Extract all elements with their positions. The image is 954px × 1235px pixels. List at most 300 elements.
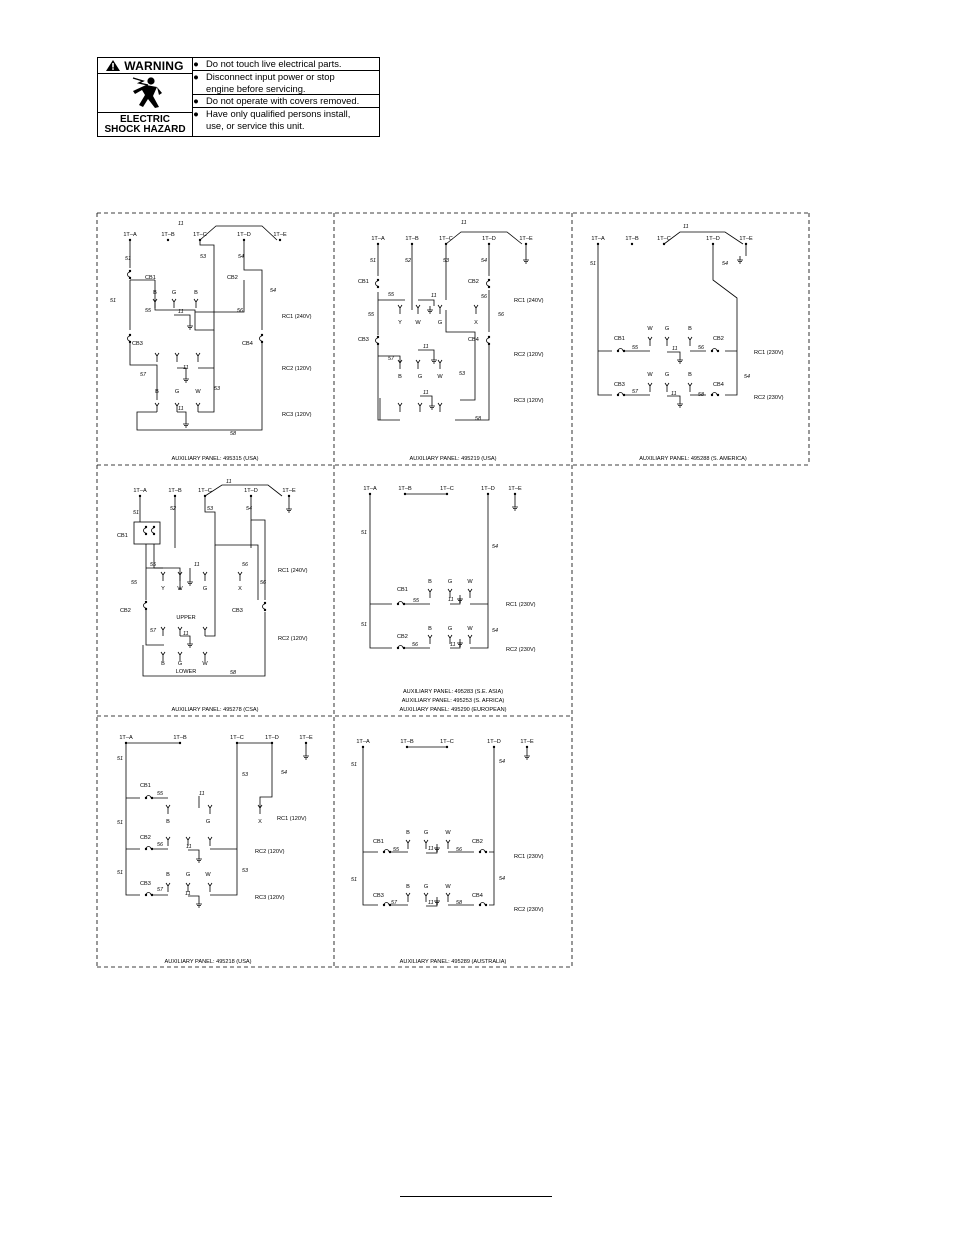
pin-label: W xyxy=(205,872,211,878)
receptacle-pin xyxy=(155,353,159,362)
wire xyxy=(126,743,306,752)
wire-number: 54 xyxy=(238,254,244,260)
wire-number: 51 xyxy=(125,256,131,262)
pin-label: G xyxy=(202,586,208,592)
wire-number: 58 xyxy=(698,392,704,398)
wire xyxy=(175,520,251,548)
wire-number: 54 xyxy=(499,876,505,882)
wire-number: 54 xyxy=(744,374,750,380)
breaker-label: CB1 xyxy=(358,279,369,285)
panel-495278 xyxy=(117,479,308,713)
terminal-label: 1T–D xyxy=(237,232,251,238)
panel-caption: AUXILIARY PANEL: 495289 (AUSTRALIA) xyxy=(399,959,507,965)
receptacle-pin xyxy=(688,383,692,392)
terminal-label: 1T–E xyxy=(273,232,287,238)
receptacle-pin xyxy=(406,840,410,849)
receptacle-pin xyxy=(416,305,420,314)
wire-number: 51 xyxy=(361,622,367,628)
wire-number: 55 xyxy=(388,292,394,298)
terminal-label: 1T–A xyxy=(591,236,605,242)
receptacle-label: RC2 (120V) xyxy=(514,352,544,358)
terminal-label: 1T–C xyxy=(440,739,454,745)
breaker-symbol xyxy=(128,336,131,341)
wire-number: 53 xyxy=(443,258,449,264)
receptacle-pin xyxy=(178,627,182,636)
terminal-label: 1T–B xyxy=(168,488,182,494)
panel-495219 xyxy=(358,220,544,462)
terminal-label: 1T–D xyxy=(706,236,720,242)
receptacle-pin xyxy=(172,299,176,308)
junction-dot xyxy=(377,343,379,345)
terminal-label: 1T–A xyxy=(356,739,370,745)
wire-number: 51 xyxy=(590,261,596,267)
panel-495283 xyxy=(361,486,536,713)
pin-label: B xyxy=(166,872,170,878)
ground-icon xyxy=(286,505,292,512)
breaker-label: CB4 xyxy=(472,893,483,899)
warning-item: ● Have only qualified persons install, use, or service this unit. xyxy=(193,108,379,132)
pin-label: W xyxy=(445,884,451,890)
ground-icon xyxy=(183,375,189,382)
pin-label: G xyxy=(664,326,670,332)
wire xyxy=(198,330,214,412)
receptacle-pin xyxy=(203,627,207,636)
warning-item-text: Have only qualified persons install, xyxy=(206,108,351,120)
wire xyxy=(667,352,680,356)
junction-dot xyxy=(145,797,147,799)
wire-number: 54 xyxy=(270,288,276,294)
receptacle-label: RC1 (230V) xyxy=(754,350,784,356)
wire xyxy=(378,244,400,420)
junction-dot xyxy=(383,904,385,906)
ground-icon xyxy=(431,356,437,363)
terminal-label: 1T–B xyxy=(625,236,639,242)
receptacle-pin xyxy=(438,305,442,314)
junction-dot xyxy=(377,286,379,288)
terminal-label: 1T–A xyxy=(133,488,147,494)
terminal-label: 1T–E xyxy=(519,236,533,242)
pin-label: G xyxy=(423,884,429,890)
breaker-label: CB3 xyxy=(373,893,384,899)
receptacle-label: RC2 (230V) xyxy=(754,395,784,401)
pin-label: G xyxy=(174,389,180,395)
breaker-label: CB2 xyxy=(713,336,724,342)
junction-dot xyxy=(145,533,147,535)
pin-label: B xyxy=(398,374,402,380)
wire-number: 11 xyxy=(199,791,205,797)
receptacle-pin xyxy=(196,403,200,412)
junction-dot xyxy=(485,851,487,853)
junction-dot xyxy=(264,609,266,611)
wire xyxy=(260,743,272,808)
ground-icon xyxy=(187,322,193,329)
hazard-line2: SHOCK HAZARD xyxy=(104,123,186,135)
pin-label: G xyxy=(664,372,670,378)
pin-label: W xyxy=(195,389,201,395)
wire xyxy=(448,852,474,905)
breaker-label: CB2 xyxy=(468,279,479,285)
receptacle-pin xyxy=(468,589,472,598)
pin-label: B xyxy=(406,830,410,836)
wire-number: 51 xyxy=(117,820,123,826)
receptacle-pin xyxy=(648,383,652,392)
panel-caption: AUXILIARY PANEL: 495315 (USA) xyxy=(171,456,259,462)
wire-number: 57 xyxy=(140,372,146,378)
wire xyxy=(418,350,434,356)
receptacle-label: RC2 (230V) xyxy=(514,907,544,913)
wire xyxy=(418,300,434,306)
junction-dot xyxy=(479,851,481,853)
wire-number: 55 xyxy=(150,562,156,568)
wire xyxy=(177,412,186,420)
breaker-symbol xyxy=(263,604,266,609)
breaker-label: CB2 xyxy=(472,839,483,845)
wire-number: 57 xyxy=(632,389,638,395)
wire-number: 55 xyxy=(131,580,137,586)
wire-number: 53 xyxy=(242,868,248,874)
panel-495218 xyxy=(117,735,313,965)
wire-number: 54 xyxy=(492,544,498,550)
junction-dot xyxy=(717,394,719,396)
wire-number: 11 xyxy=(183,365,189,371)
breaker-label: CB1 xyxy=(373,839,384,845)
pin-label: G xyxy=(437,320,443,326)
pin-label: G xyxy=(185,872,191,878)
junction-dot xyxy=(145,526,147,528)
junction-dot xyxy=(617,394,619,396)
wire-number: 11 xyxy=(428,900,434,906)
wire-number: 52 xyxy=(170,506,176,512)
pin-label: G xyxy=(205,819,211,825)
wire-number: 11 xyxy=(178,309,184,315)
receptacle-label: RC3 (120V) xyxy=(282,412,312,418)
receptacle-section-label: LOWER xyxy=(175,669,197,675)
receptacle-pin xyxy=(474,305,478,314)
ground-icon xyxy=(196,900,202,907)
terminal-label: 1T–C xyxy=(440,486,454,492)
wire-number: 11 xyxy=(431,293,437,299)
wire-number: 11 xyxy=(448,597,454,603)
breaker-label: CB4 xyxy=(713,382,724,388)
terminal-label: 1T–A xyxy=(123,232,137,238)
breaker-symbol xyxy=(144,603,147,608)
breaker-symbol xyxy=(128,272,131,277)
breaker-label: CB1 xyxy=(397,587,408,593)
ground-icon xyxy=(427,306,433,313)
wire-number: 56 xyxy=(456,847,462,853)
panel-caption: AUXILIARY PANEL: 495218 (USA) xyxy=(164,959,252,965)
receptacle-pin xyxy=(166,883,170,892)
junction-dot xyxy=(145,601,147,603)
warning-item-text: engine before servicing. xyxy=(206,82,306,94)
receptacle-pin xyxy=(446,893,450,902)
wire-number: 55 xyxy=(393,847,399,853)
junction-dot xyxy=(397,647,399,649)
ground-icon xyxy=(187,578,193,585)
junction-dot xyxy=(479,904,481,906)
junction-dot xyxy=(717,350,719,352)
wire-number: 11 xyxy=(428,846,434,852)
warning-item: ● Do not operate with covers removed. xyxy=(193,95,379,108)
wire-number: 53 xyxy=(459,371,465,377)
terminal-label: 1T–A xyxy=(119,735,133,741)
pin-label: W xyxy=(467,626,473,632)
receptacle-pin xyxy=(428,635,432,644)
junction-dot xyxy=(279,239,281,241)
panel-495288 xyxy=(590,224,784,462)
wire-number: 56 xyxy=(157,842,163,848)
panel-caption: AUXILIARY PANEL: 495288 (S. AMERICA) xyxy=(639,456,747,462)
junction-dot xyxy=(377,336,379,338)
pin-label: G xyxy=(417,374,423,380)
wire xyxy=(363,747,378,905)
ground-icon xyxy=(512,503,518,510)
ground-icon xyxy=(183,420,189,427)
junction-dot xyxy=(488,336,490,338)
junction-dot xyxy=(383,851,385,853)
receptacle-label: RC2 (120V) xyxy=(282,366,312,372)
breaker-symbol xyxy=(376,281,379,286)
terminal-label: 1T–E xyxy=(520,739,534,745)
receptacle-pin xyxy=(406,893,410,902)
receptacle-pin xyxy=(398,403,402,412)
terminal-label: 1T–B xyxy=(398,486,412,492)
breaker-label: CB1 xyxy=(117,533,128,539)
wire xyxy=(378,300,405,362)
wire-number: 57 xyxy=(391,900,397,906)
terminal-label: 1T–B xyxy=(400,739,414,745)
receptacle-label: RC3 (120V) xyxy=(514,398,544,404)
wire xyxy=(598,244,612,395)
junction-dot xyxy=(261,341,263,343)
wire-number: 53 xyxy=(242,772,248,778)
junction-dot xyxy=(377,279,379,281)
breaker-cb1-box xyxy=(134,522,160,544)
junction-dot xyxy=(261,334,263,336)
wire-number: 54 xyxy=(246,506,252,512)
terminal-label: 1T–E xyxy=(299,735,313,741)
receptacle-pin xyxy=(178,652,182,661)
footer-rule xyxy=(400,1196,552,1197)
wire-number: 56 xyxy=(237,308,243,314)
wire xyxy=(137,240,262,430)
receptacle-pin xyxy=(196,353,200,362)
wire-number: 51 xyxy=(351,877,357,883)
breaker-label: CB3 xyxy=(358,337,369,343)
wire-number: 56 xyxy=(498,312,504,318)
terminal-label: 1T–C xyxy=(439,236,453,242)
wire-number: 11 xyxy=(672,346,678,352)
receptacle-pin xyxy=(665,337,669,346)
breaker-symbol xyxy=(487,338,490,343)
breaker-label: CB2 xyxy=(227,275,238,281)
wire-number: 11 xyxy=(178,406,184,412)
receptacle-label: RC1 (240V) xyxy=(278,568,308,574)
terminal-label: 1T–C xyxy=(230,735,244,741)
receptacle-pin xyxy=(203,572,207,581)
receptacle-pin xyxy=(155,403,159,412)
receptacle-label: RC1 (240V) xyxy=(282,314,312,320)
terminal-label: 1T–A xyxy=(363,486,377,492)
wire-number: 51 xyxy=(117,756,123,762)
wire-number: 56 xyxy=(481,294,487,300)
junction-dot xyxy=(264,602,266,604)
junction-dot xyxy=(617,350,619,352)
receptacle-pin xyxy=(203,652,207,661)
breaker-label: CB1 xyxy=(614,336,625,342)
terminal-label: 1T–A xyxy=(371,236,385,242)
receptacle-pin xyxy=(166,805,170,814)
ground-icon xyxy=(196,855,202,862)
wire xyxy=(470,494,488,648)
junction-dot xyxy=(145,894,147,896)
receptacle-section-label: UPPER xyxy=(176,615,196,621)
breaker-symbol xyxy=(152,528,155,533)
pin-label: B xyxy=(406,884,410,890)
terminal-label: 1T–E xyxy=(282,488,296,494)
wire-number: 11 xyxy=(186,844,192,850)
receptacle-pin xyxy=(194,299,198,308)
ground-icon xyxy=(429,402,435,409)
receptacle-label: RC1 (240V) xyxy=(514,298,544,304)
wire-number: 51 xyxy=(361,530,367,536)
pin-label: W xyxy=(177,586,183,592)
wire-number: 11 xyxy=(194,562,200,568)
wire-number: 58 xyxy=(456,900,462,906)
receptacle-label: RC2 (230V) xyxy=(506,647,536,653)
wire-number: 55 xyxy=(413,598,419,604)
pin-label: G xyxy=(177,661,183,667)
pin-label: G xyxy=(447,579,453,585)
panel-caption: AUXILIARY PANEL: 495253 (S. AFRICA) xyxy=(401,698,505,704)
wire-number: 11 xyxy=(178,221,184,227)
breaker-label: CB1 xyxy=(140,783,151,789)
junction-dot xyxy=(129,270,131,272)
wire xyxy=(140,496,258,600)
junction-dot xyxy=(488,286,490,288)
warning-item-text: Disconnect input power or stop xyxy=(206,70,335,82)
junction-dot xyxy=(488,279,490,281)
terminal-label: 1T–D xyxy=(265,735,279,741)
pin-label: B xyxy=(428,579,432,585)
pin-label: X xyxy=(238,586,242,592)
breaker-symbol xyxy=(260,336,263,341)
pin-label: W xyxy=(415,320,421,326)
terminal-label: 1T–D xyxy=(481,486,495,492)
wire xyxy=(146,568,190,578)
pin-label: B xyxy=(194,290,198,296)
receptacle-pin xyxy=(398,305,402,314)
wire xyxy=(210,743,237,895)
breaker-label: CB2 xyxy=(120,608,131,614)
wire-number: 54 xyxy=(281,770,287,776)
terminal-label: 1T–D xyxy=(482,236,496,242)
receptacle-label: RC1 (230V) xyxy=(506,602,536,608)
pin-label: B xyxy=(153,290,157,296)
junction-dot xyxy=(129,334,131,336)
pin-label: B xyxy=(161,661,165,667)
wire xyxy=(370,494,392,648)
terminal-label: 1T–C xyxy=(193,232,207,238)
terminal-label: 1T–E xyxy=(508,486,522,492)
pin-label: W xyxy=(437,374,443,380)
wire-number: 55 xyxy=(157,791,163,797)
terminal-label: 1T–C xyxy=(657,236,671,242)
wire-number: 11 xyxy=(461,220,467,226)
wire-number: 54 xyxy=(492,628,498,634)
panel-495289 xyxy=(351,739,544,965)
junction-dot xyxy=(153,533,155,535)
panel-caption: AUXILIARY PANEL: 495219 (USA) xyxy=(409,456,497,462)
receptacle-label: RC1 (120V) xyxy=(277,816,307,822)
wire-number: 11 xyxy=(183,631,189,637)
receptacle-pin xyxy=(161,572,165,581)
pin-label: X xyxy=(474,320,478,326)
pin-label: W xyxy=(445,830,451,836)
breaker-label: CB2 xyxy=(140,835,151,841)
receptacle-label: RC1 (230V) xyxy=(514,854,544,860)
junction-dot xyxy=(153,526,155,528)
pin-label: G xyxy=(447,626,453,632)
wire-number: 57 xyxy=(157,887,163,893)
breaker-label: CB1 xyxy=(145,275,156,281)
wire-number: 11 xyxy=(671,391,677,397)
pin-label: B xyxy=(688,326,692,332)
receptacle-pin xyxy=(665,383,669,392)
wire-number: 53 xyxy=(207,506,213,512)
breaker-label: CB3 xyxy=(132,341,143,347)
ground-icon xyxy=(737,256,743,263)
panel-caption: AUXILIARY PANEL: 495278 (CSA) xyxy=(171,707,259,713)
wire-number: 11 xyxy=(423,344,429,350)
wire-number: 58 xyxy=(475,416,481,422)
hazard-line1: ELECTRIC xyxy=(120,113,170,125)
pin-label: B xyxy=(166,819,170,825)
wire-number: 53 xyxy=(214,386,220,392)
wire xyxy=(420,396,432,402)
receptacle-pin xyxy=(438,360,442,369)
receptacle-pin xyxy=(648,337,652,346)
receptacle-pin xyxy=(428,589,432,598)
wire-number: 11 xyxy=(683,224,689,230)
junction-dot xyxy=(145,608,147,610)
receptacle-pin xyxy=(161,652,165,661)
junction-dot xyxy=(485,904,487,906)
wire xyxy=(126,743,140,895)
breaker-symbol xyxy=(376,338,379,343)
receptacle-label: RC2 (120V) xyxy=(255,849,285,855)
junction-dot xyxy=(129,341,131,343)
junction-dot xyxy=(711,350,713,352)
wire xyxy=(390,852,408,905)
junction-dot xyxy=(711,394,713,396)
pin-label: Y xyxy=(398,320,402,326)
terminal-label: 1T–E xyxy=(739,236,753,242)
wire-number: 56 xyxy=(242,562,248,568)
wire xyxy=(405,494,515,503)
wire xyxy=(489,747,494,905)
pin-label: X xyxy=(258,819,262,825)
receptacle-pin xyxy=(446,840,450,849)
wire-number: 54 xyxy=(499,759,505,765)
warning-item: ● Disconnect input power or stop engine before servicing. xyxy=(193,71,379,96)
pin-label: B xyxy=(155,389,159,395)
breaker-symbol xyxy=(144,528,147,533)
receptacle-pin xyxy=(416,360,420,369)
pin-label: B xyxy=(428,626,432,632)
warning-item-text: use, or service this unit. xyxy=(206,119,305,131)
wire-number: 54 xyxy=(722,261,728,267)
